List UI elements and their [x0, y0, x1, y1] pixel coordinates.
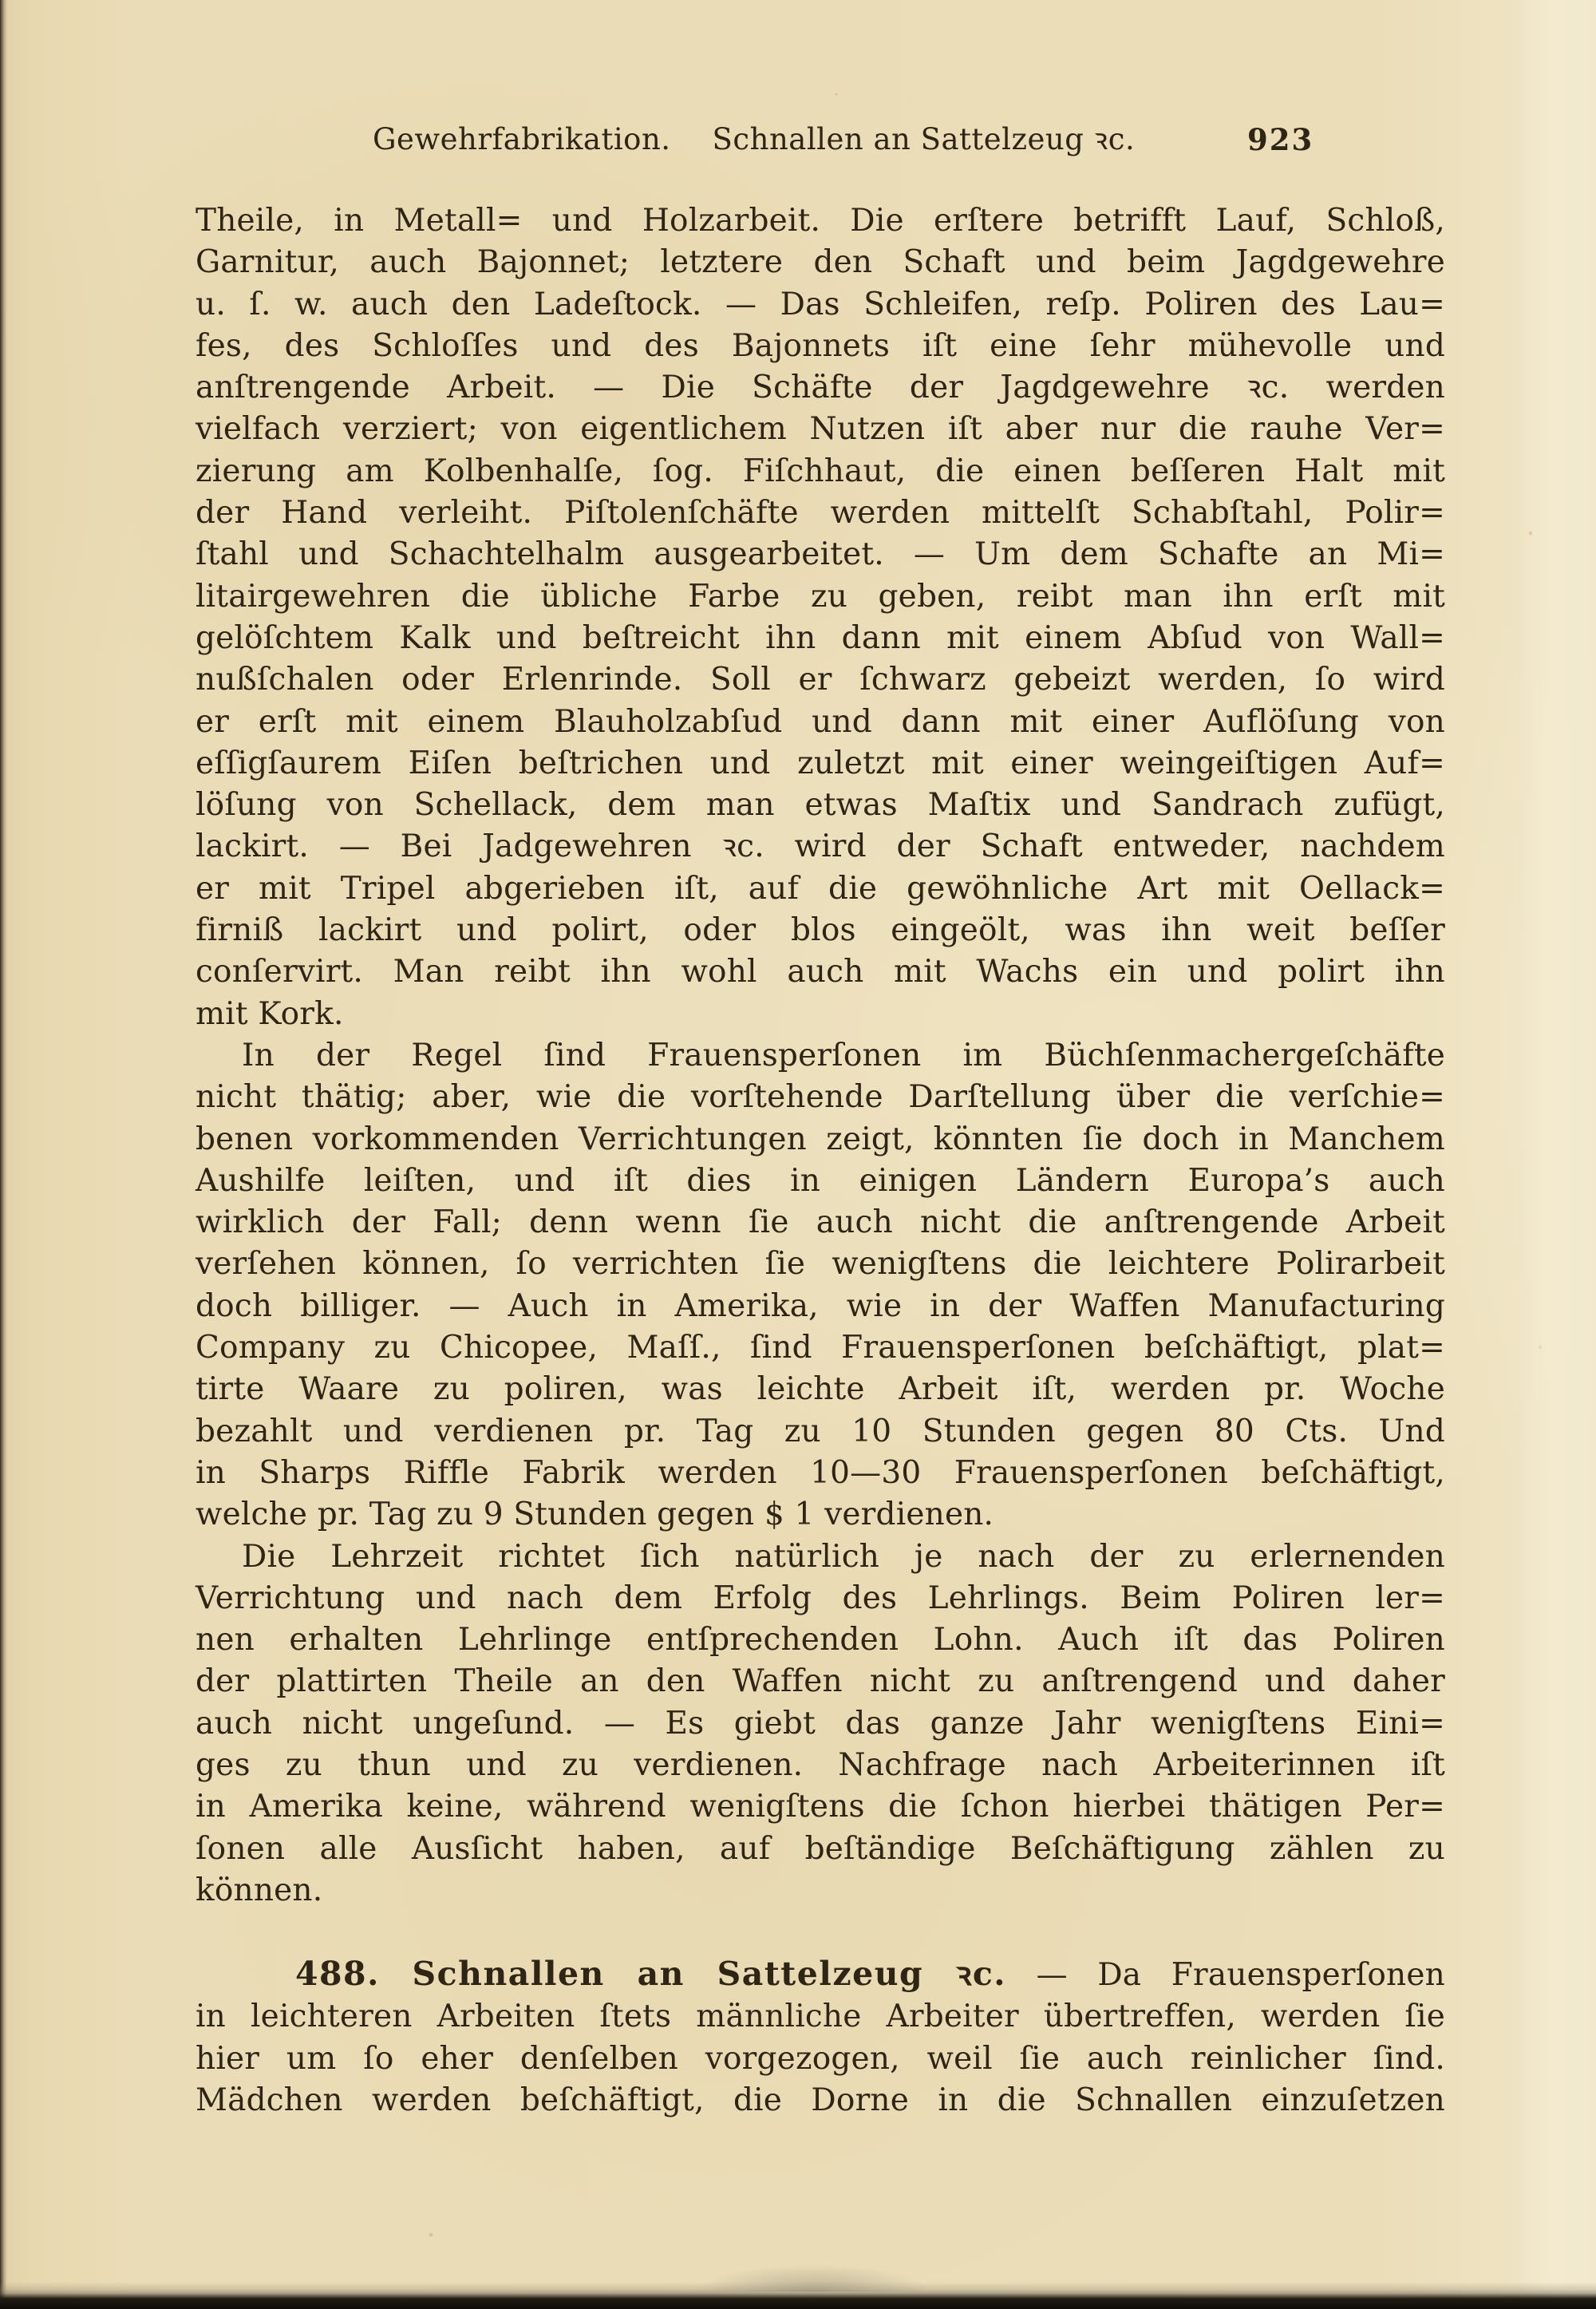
running-header-left: Gewehrfabrikation.	[373, 122, 671, 156]
text-line: können.	[196, 1872, 323, 1908]
paragraph	[196, 1536, 1445, 1912]
scan-bottom-edge	[0, 2282, 1596, 2309]
text-line: firniß lackirt und polirt, oder blos eingeölt, was ihn weit beſſer	[196, 912, 1445, 949]
text-line: auch nicht ungeſund. — Es giebt das ganze Jahr wenigſtens Eini=	[196, 1705, 1445, 1742]
text-line: tirte Waare zu poliren, was leichte Arbeit iſt, werden pr. Woche	[196, 1371, 1445, 1408]
scan-smudge	[686, 2252, 942, 2291]
section-heading: 488. Schnallen an Sattelzeug ꝛc.	[295, 1955, 1007, 1994]
text-line: Verrichtung und nach dem Erfolg des Lehrlings. Beim Poliren ler=	[196, 1580, 1445, 1616]
text-line: mit Kork.	[196, 995, 344, 1032]
text-line: Mädchen werden beſchäftigt, die Dorne in die Schnallen einzuſetzen	[196, 2082, 1445, 2119]
text-line: löſung von Schellack, dem man etwas Maſtix und Sandrach zufügt,	[196, 787, 1445, 824]
text-line: Garnitur, auch Bajonnet; letztere den Schaft und beim Jagdgewehre	[196, 244, 1445, 281]
text-line: Theile, in Metall= und Holzarbeit. Die erſtere betrifft Lauf, Schloß,	[196, 203, 1445, 239]
running-header-title	[373, 118, 1135, 161]
text-line: in leichteren Arbeiten ſtets männliche Arbeiter übertreffen, werden ſie	[196, 1999, 1445, 2035]
text-line: vielfach verziert; von eigentlichem Nutzen iſt aber nur die rauhe Ver=	[196, 411, 1445, 448]
text-line: nicht thätig; aber, wie die vorſtehende Darſtellung über die verſchie=	[196, 1079, 1445, 1116]
text-line: hier um ſo eher denſelben vorgezogen, weil ſie auch reinlicher ſind.	[196, 2040, 1445, 2077]
section-heading-line	[196, 1953, 1445, 1996]
text-line: zierung am Kolbenhalſe, ſog. Fiſchhaut, die einen beſſeren Halt mit	[196, 453, 1445, 489]
text-line: In der Regel ſind Frauensperſonen im Büchſenmachergeſchäfte	[242, 1037, 1445, 1073]
text-line: u. ſ. w. auch den Ladeſtock. — Das Schleifen, reſp. Poliren des Lau=	[196, 286, 1445, 322]
text-line: nen erhalten Lehrlinge entſprechenden Lohn. Auch iſt das Poliren	[196, 1622, 1445, 1659]
text-line: Die Lehrzeit richtet ſich natürlich je nach der zu erlernenden	[242, 1538, 1445, 1575]
running-header	[196, 118, 1445, 161]
text-line: bezahlt und verdienen pr. Tag zu 10 Stunden gegen 80 Cts. Und	[196, 1413, 1445, 1449]
page-number: 923	[1247, 122, 1314, 157]
text-line: ſtahl und Schachtelhalm ausgearbeitet. — Um dem Schafte an Mi=	[196, 536, 1445, 573]
running-header-right: Schnallen an Sattelzeug ꝛc.	[712, 122, 1136, 156]
scan-left-edge	[0, 0, 7, 2309]
text-line: Company zu Chicopee, Maſſ., ſind Frauensperſonen beſchäftigt, plat=	[196, 1330, 1445, 1366]
text-line: lackirt. — Bei Jadgewehren ꝛc. wird der Schaft entweder, nachdem	[196, 828, 1445, 865]
text-line: welche pr. Tag zu 9 Stunden gegen $ 1 verdienen.	[196, 1497, 994, 1533]
text-line: eſſigſaurem Eiſen beſtrichen und zuletzt mit einer weingeiſtigen Auf=	[196, 745, 1445, 781]
text-line: gelöſchtem Kalk und beſtreicht ihn dann mit einem Abſud von Wall=	[196, 619, 1445, 656]
text-line: fes, des Schloſſes und des Bajonnets iſt eine ſehr mühevolle und	[196, 327, 1445, 364]
text-line: doch billiger. — Auch in Amerika, wie in der Waffen Manufacturing	[196, 1287, 1445, 1324]
text-line: anſtrengende Arbeit. — Die Schäfte der Jagdgewehre ꝛc. werden	[196, 370, 1445, 406]
text-line: der plattirten Theile an den Waffen nicht zu anſtrengend und daher	[196, 1663, 1445, 1700]
text-line: benen vorkommenden Verrichtungen zeigt, könnten ſie doch in Manchem	[196, 1121, 1445, 1157]
text-line: ges zu thun und zu verdienen. Nachfrage nach Arbeiterinnen iſt	[196, 1746, 1445, 1783]
page-right-edge	[1519, 0, 1596, 2309]
text-line: er mit Tripel abgerieben iſt, auf die gewöhnliche Art mit Oellack=	[196, 870, 1445, 907]
text-line: wirklich der Fall; denn wenn ſie auch nicht die anſtrengende Arbeit	[196, 1204, 1445, 1241]
text-line: verſehen können, ſo verrichten ſie wenigſtens die leichtere Polirarbeit	[196, 1246, 1445, 1283]
text-line: er erſt mit einem Blauholzabſud und dann mit einer Auflöſung von	[196, 703, 1445, 740]
text-line: Aushilfe leiſten, und iſt dies in einigen Ländern Europa’s auch	[196, 1162, 1445, 1199]
paragraph	[196, 200, 1445, 1035]
text-line: in Amerika keine, während wenigſtens die ſchon hierbei thätigen Per=	[196, 1789, 1445, 1825]
paragraph	[196, 1035, 1445, 1536]
text-line: ſonen alle Ausſicht haben, auf beſtändige Beſchäftigung zählen zu	[196, 1830, 1445, 1867]
text-line: der Hand verleiht. Piſtolenſchäfte werden mittelſt Schabſtahl, Polir=	[196, 495, 1445, 532]
text-line: conſervirt. Man reibt ihn wohl auch mit Wachs ein und polirt ihn	[196, 954, 1445, 990]
section-paragraph	[196, 1953, 1445, 2121]
section-heading-tail: — Da Frauensperſonen	[1006, 1957, 1445, 1994]
page-body	[196, 200, 1445, 2121]
text-line: nußſchalen oder Erlenrinde. Soll er ſchwarz gebeizt werden, ſo wird	[196, 662, 1445, 698]
text-line: in Sharps Riffle Fabrik werden 10—30 Frauensperſonen beſchäftigt,	[196, 1454, 1445, 1491]
text-line: litairgewehren die übliche Farbe zu geben, reibt man ihn erſt mit	[196, 578, 1445, 615]
